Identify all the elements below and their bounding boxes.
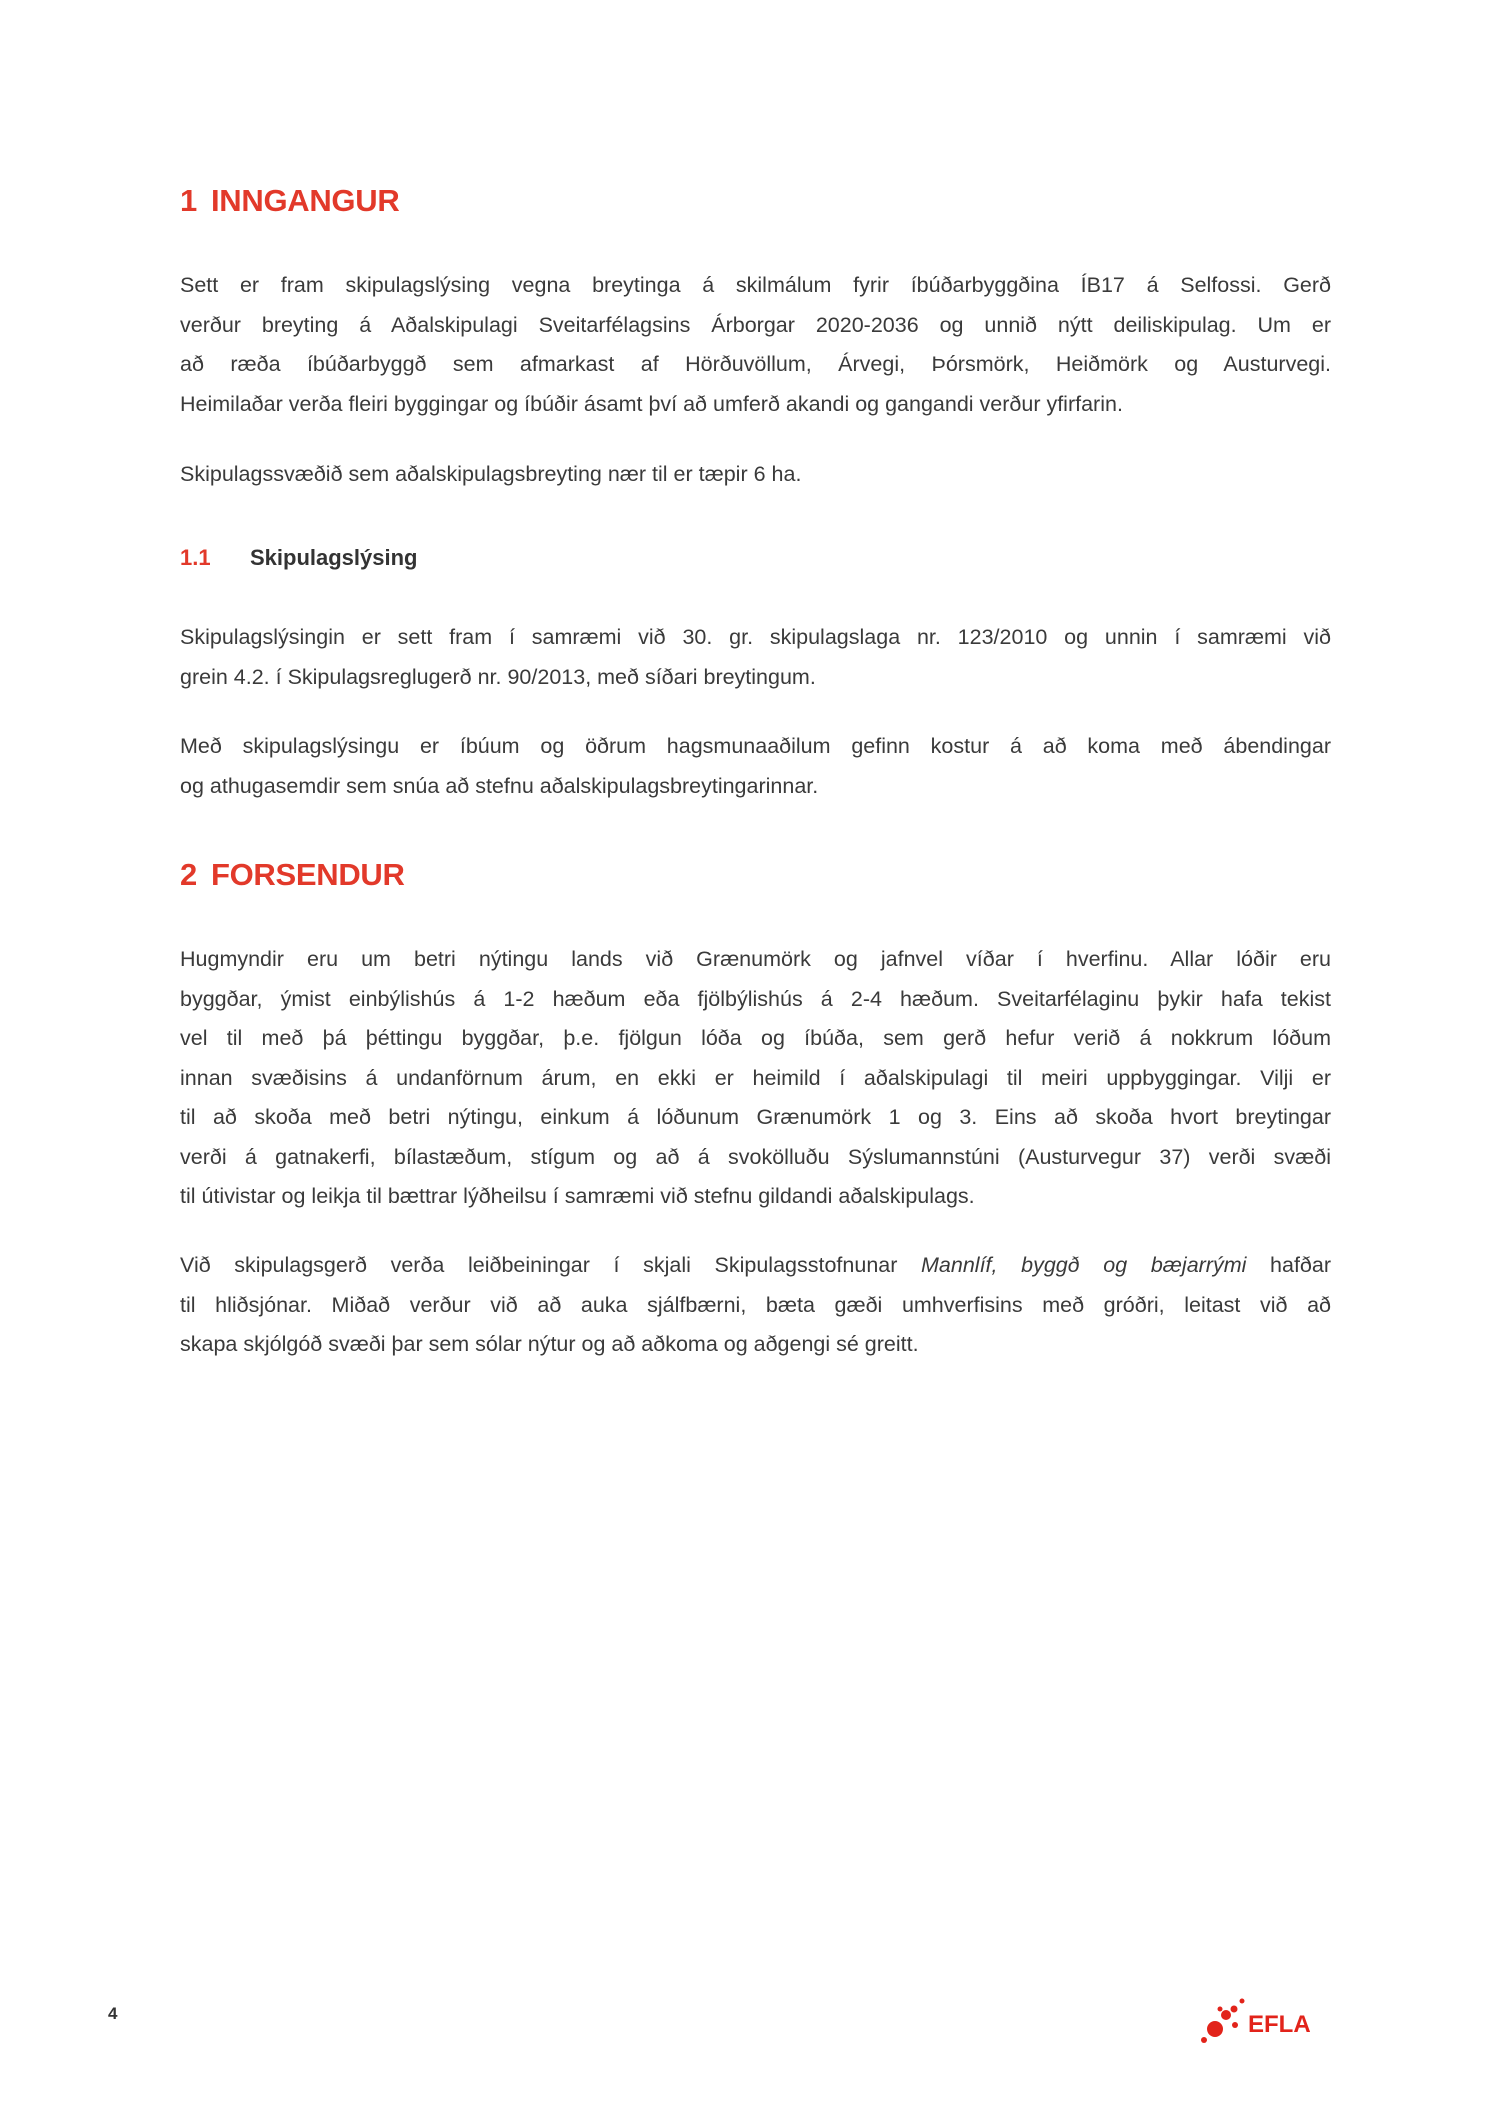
section-number: 1	[180, 183, 197, 218]
paragraph-ideas	[180, 940, 1331, 1217]
text-line: Sett er fram skipulagslýsing vegna breytinga á skilmálum fyrir íbúðarbyggðina ÍB17 á Selfossi. Gerð	[180, 273, 1331, 297]
heading-inngangur	[180, 183, 399, 219]
text: hafðar	[1246, 1253, 1331, 1277]
text-line: Hugmyndir eru um betri nýtingu lands við Grænumörk og jafnvel víðar í hverfinu. Allar lóðir eru	[180, 947, 1331, 971]
page-number: 4	[108, 2004, 118, 2023]
text-line: Heimilaðar verða fleiri byggingar og íbúðir ásamt því að umferð akandi og gangandi verður yfirfarin.	[180, 391, 1123, 416]
efla-logo	[1198, 1998, 1323, 2053]
section-title: FORSENDUR	[210, 857, 405, 892]
text-line: Skipulagslýsingin er sett fram í samræmi við 30. gr. skipulagslaga nr. 123/2010 og unnin í samræmi við	[180, 625, 1331, 649]
paragraph-area	[180, 455, 1331, 495]
text-line: til að skoða með betri nýtingu, einkum á lóðunum Grænumörk 1 og 3. Eins að skoða hvort breytingar	[180, 1105, 1331, 1129]
text-line: innan svæðisins á undanförnum árum, en ekki er heimild í aðalskipulagi til meiri uppbyggingar. Vilji er	[180, 1065, 1331, 1090]
text-line	[180, 1246, 1331, 1286]
text-line: byggðar, ýmist einbýlishús á 1-2 hæðum eða fjölbýlishús á 2-4 hæðum. Sveitarfélaginu þykir hafa tekist	[180, 986, 1331, 1011]
section-number: 1.1	[180, 545, 211, 570]
text-line: Með skipulagslýsingu er íbúum og öðrum hagsmunaaðilum gefinn kostur á að koma með ábendingar	[180, 734, 1331, 758]
text-line: að ræða íbúðarbyggð sem afmarkast af Hörðuvöllum, Árvegi, Þórsmörk, Heiðmörk og Austurvegi.	[180, 352, 1331, 376]
paragraph-feedback	[180, 727, 1331, 806]
text-line: vel til með þá þéttingu byggðar, þ.e. fjölgun lóða og íbúða, sem gerð hefur verið á nokkrum lóðum	[180, 1026, 1331, 1050]
heading-forsendur	[180, 857, 405, 893]
text-line: til útivistar og leikja til bættrar lýðheilsu í samræmi við stefnu gildandi aðalskipulags.	[180, 1184, 975, 1208]
text: Við skipulagsgerð verða leiðbeiningar í skjali Skipulagsstofnunar	[180, 1253, 922, 1277]
section-title: INNGANGUR	[210, 183, 400, 218]
text-line: verður breyting á Aðalskipulagi Sveitarfélagsins Árborgar 2020-2036 og unnið nýtt deiliskipulag. Um er	[180, 312, 1331, 337]
section-number: 2	[180, 857, 197, 892]
text-line: og athugasemdir sem snúa að stefnu aðalskipulagsbreytingarinnar.	[180, 773, 819, 798]
heading-skipulagslysing	[180, 545, 418, 571]
text-line: Skipulagssvæðið sem aðalskipulagsbreyting nær til er tæpir 6 ha.	[180, 462, 802, 486]
logo-text: EFLA	[1248, 2011, 1311, 2038]
paragraph-legal	[180, 618, 1331, 697]
text-line: skapa skjólgóð svæði þar sem sólar nýtur og að aðkoma og aðgengi sé greitt.	[180, 1332, 919, 1356]
paragraph-guidelines	[180, 1246, 1331, 1365]
paragraph-intro	[180, 266, 1331, 424]
text-line: verði á gatnakerfi, bílastæðum, stígum og að á svokölluðu Sýslumannstúni (Austurvegur 37) verði svæði	[180, 1144, 1331, 1169]
document-title: Mannlíf, byggð og bæjarrými	[921, 1253, 1247, 1277]
section-title: Skipulagslýsing	[250, 545, 418, 570]
text-line: til hliðsjónar. Miðað verður við að auka sjálfbærni, bæta gæði umhverfisins með gróðri, leitast við að	[180, 1292, 1331, 1317]
text-line: grein 4.2. í Skipulagsreglugerð nr. 90/2013, með síðari breytingum.	[180, 664, 816, 689]
